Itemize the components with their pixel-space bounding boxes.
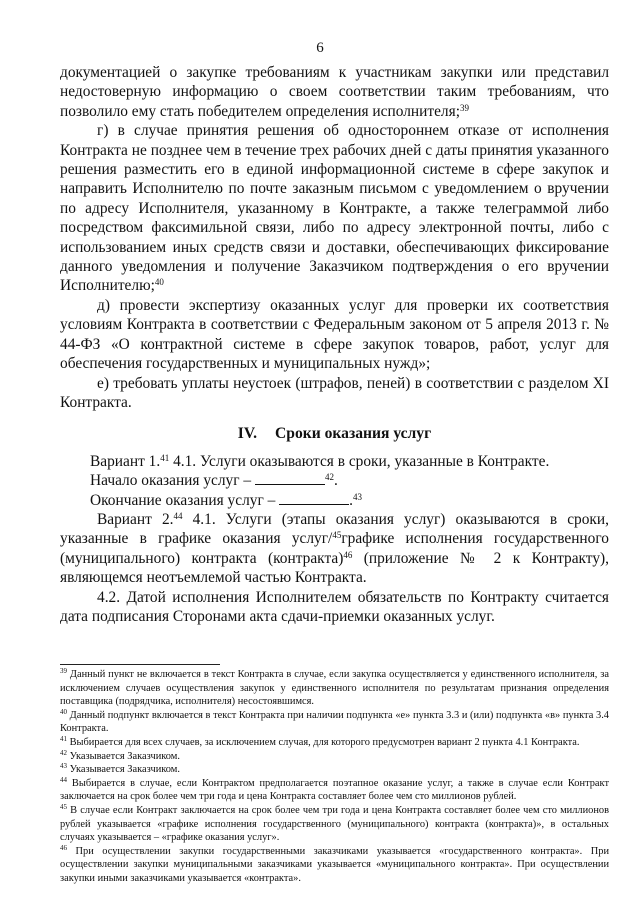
- footnote-ref[interactable]: 45: [332, 530, 342, 541]
- end-date-line: [60, 491, 609, 510]
- footnote: [60, 804, 609, 845]
- section-number: IV.: [237, 425, 258, 443]
- variant-text: 4.1. Услуги (этапы оказания услуг) оказываются в сроки, указанные в графике оказания услуг/: [60, 510, 609, 548]
- variant-text: графике исполнения государственного (муниципального) контракта (контракта): [60, 530, 609, 567]
- footnote-number: 41: [60, 734, 67, 743]
- footnote-text: Данный подпункт включается в текст Контракта при наличии подпункта «е» пункта 3.3 и (или) подпункта «в» пункта 3.4 Контракта.: [60, 709, 609, 735]
- paragraph-text: документацией о закупке требованиям к участникам закупки или представил недостоверную информацию о своем соответствии таким требованиям, что позволило ему стать победителем определения исполнителя;: [60, 64, 609, 120]
- footnote: [60, 763, 609, 777]
- footnote-number: 46: [60, 843, 67, 852]
- footnote: [60, 750, 609, 764]
- footnote-ref[interactable]: 43: [353, 491, 363, 502]
- footnote-ref[interactable]: 46: [343, 549, 353, 560]
- variant-label: Вариант 2.: [97, 510, 174, 528]
- start-date-line: [60, 471, 609, 490]
- footnote-ref[interactable]: 41: [160, 452, 170, 463]
- paragraph-text: г) в случае принятия решения об одностороннем отказе от исполнения Контракта не позднее чем в течение трех рабочих дней с даты принятия указанного решения разместить его в единой информационной системе в сфере закупок и направить Исполнителю по почте заказным письмом с уведомлением о вручении по адресу Исполнителя, указанному в Контракте, а также телеграммой либо посредством факсимильной связи, либо по адресу электронной почты, либо с использованием иных средств связи и доставки, обеспечивающих фиксирование данного уведомления и получение Заказчиком подтверждения о его вручении Исполнителю;: [60, 122, 609, 295]
- footnotes: [60, 668, 609, 886]
- end-date-blank[interactable]: [279, 492, 349, 505]
- footnote: [60, 777, 609, 804]
- period: .: [333, 472, 338, 490]
- section-title: Сроки оказания услуг: [275, 425, 432, 443]
- paragraph-e: е) требовать уплаты неустоек (штрафов, пеней) в соответствии с разделом XI Контракта.: [60, 374, 609, 411]
- paragraph-g: [60, 121, 609, 296]
- variant-text: 4.1. Услуги оказываются в сроки, указанные в Контракте.: [169, 452, 550, 470]
- variant-text: (приложение № 2 к Контракту), являющемся неотъемлемой частью Контракта.: [60, 549, 609, 587]
- footnote-text: Выбирается для всех случаев, за исключением случая, для которого предусмотрен вариант 2 пункта 4.1 Контракта.: [67, 736, 580, 748]
- footnote-ref[interactable]: 40: [154, 277, 164, 288]
- footnote-ref[interactable]: 42: [324, 472, 334, 483]
- footnote-number: 44: [60, 775, 67, 784]
- section-heading: [60, 424, 609, 443]
- variant-1-line: [60, 452, 609, 471]
- contract-body: [60, 63, 609, 626]
- footnote: [60, 709, 609, 736]
- footnote-text: Выбирается в случае, если Контрактом предполагается поэтапное оказание услуг, а также в случае если Контракт заключается на срок более чем три года и цена Контракта составляет более чем сто миллионов рублей.: [60, 777, 609, 803]
- footnote-text: Указывается Заказчиком.: [67, 750, 180, 762]
- start-label: Начало оказания услуг –: [90, 472, 255, 490]
- footnote: [60, 736, 609, 750]
- footnote-text: При осуществлении закупки государственными заказчиками указывается «государственного контракта». При осуществлении закупки муниципальными заказчиками указывается «муниципального контракта». При осуществлении закупки иными заказчиками указывается «контракта».: [60, 845, 609, 884]
- footnote-text: Указывается Заказчиком.: [67, 764, 180, 776]
- footnote-text: Данный пункт не включается в текст Контракта в случае, если закупка осуществляется у единственного исполнителя, за исключением случаев осуществления закупок у единственного исполнителя по результатам признания определения поставщика (подрядчика, исполнителя) несостоявшимся.: [60, 669, 609, 708]
- variant-label: Вариант 1.: [90, 452, 161, 470]
- footnote-number: 45: [60, 802, 67, 811]
- variant-2-paragraph: [60, 510, 609, 588]
- footnote-ref[interactable]: 44: [173, 510, 183, 521]
- footnote-ref[interactable]: 39: [459, 102, 469, 113]
- end-label: Окончание оказания услуг –: [90, 491, 280, 509]
- footnote-text: В случае если Контракт заключается на срок более чем три года и цена Контракта составляет более чем сто миллионов рублей указывается «графике исполнения государственного (муниципального) контракта (контракта)», в остальных случаях указывается – «графике оказания услуг».: [60, 804, 609, 844]
- footnote: [60, 668, 609, 709]
- paragraph-continuation: [60, 63, 609, 121]
- start-date-blank[interactable]: [255, 472, 325, 485]
- paragraph-4-2: 4.2. Датой исполнения Исполнителем обязательств по Контракту считается дата подписания Сторонами акта сдачи-приемки оказанных услуг.: [60, 588, 609, 625]
- page-number: 6: [316, 40, 324, 56]
- footnote-divider: [60, 664, 220, 665]
- period: .: [349, 491, 354, 509]
- footnote: [60, 845, 609, 886]
- paragraph-d: д) провести экспертизу оказанных услуг для проверки их соответствия условиям Контракта в соответствии с Федеральным законом от 5 апреля 2013 г. № 44-ФЗ «О контрактной системе в сфере закупок товаров, работ, услуг для обеспечения государственных и муниципальных нужд»;: [60, 296, 609, 373]
- footnote-number: 42: [60, 748, 67, 757]
- footnote-number: 40: [60, 707, 67, 716]
- footnote-number: 39: [60, 667, 67, 675]
- footnote-number: 43: [60, 762, 67, 771]
